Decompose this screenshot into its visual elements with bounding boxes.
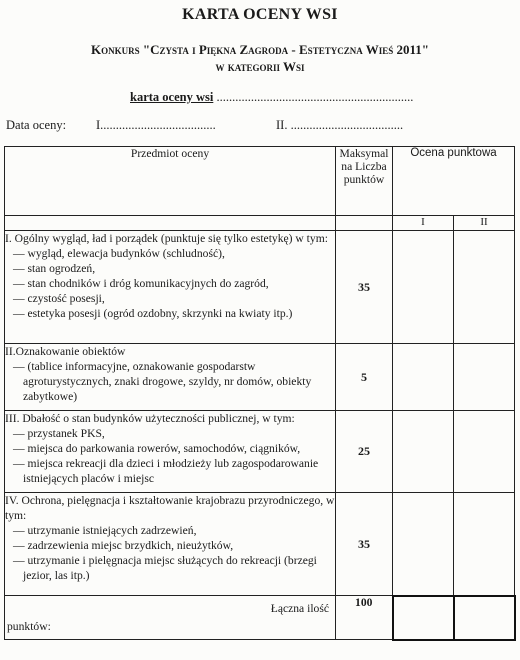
total-max-points: 100 <box>336 596 393 640</box>
section-cell <box>5 411 336 493</box>
section-item: — miejsca rekreacji dla dzieci i młodzieży lub zagospodarowanie istniejących placów i miejsc <box>15 456 335 486</box>
score-cell-I[interactable] <box>393 493 454 596</box>
contest-subtitle <box>0 41 520 75</box>
section-item: — wygląd, elewacja budynków (schludność), <box>15 246 335 261</box>
score-cell-II[interactable] <box>454 411 515 493</box>
section-cell <box>5 493 336 596</box>
date-label: Data oceny: <box>6 118 67 132</box>
karta-line <box>130 90 413 105</box>
section-item: — stan chodników i dróg komunikacyjnych do zagród, <box>15 276 335 291</box>
max-points: 5 <box>336 344 393 411</box>
score-cell-II[interactable] <box>454 344 515 411</box>
score-cell-II[interactable] <box>454 493 515 596</box>
subtitle-line-2: w kategorii Wsi <box>215 59 305 74</box>
header-blank-max <box>336 216 393 231</box>
total-row <box>5 596 515 640</box>
section-item: — utrzymanie i pielęgnacja miejsc służących do rekreacji (brzegi jezior, las itp.) <box>15 553 335 583</box>
header-ocena: Ocena punktowa <box>393 147 515 216</box>
header-subject: Przedmiot oceny <box>5 147 336 216</box>
max-points: 35 <box>336 231 393 344</box>
header-col-I: I <box>393 216 454 231</box>
section-head: II.Oznakowanie obiektów <box>5 345 126 358</box>
section-item: — utrzymanie istniejących zadrzewień, <box>15 523 335 538</box>
subtitle-line-1: Konkurs "Czysta i Piękna Zagroda - Estetyczna Wieś 2011" <box>91 42 429 57</box>
evaluation-table <box>4 146 516 641</box>
section-cell <box>5 344 336 411</box>
total-score-II[interactable] <box>454 596 515 640</box>
karta-fill-field[interactable]: ............................................................... <box>216 90 414 104</box>
total-label-cell <box>5 596 336 640</box>
section-item: — estetyka posesji (ogród ozdobny, skrzynki na kwiaty itp.) <box>15 306 335 321</box>
header-max-points: Maksymal na Liczba punktów <box>336 147 393 216</box>
total-score-I[interactable] <box>393 596 454 640</box>
section-item: — zadrzewienia miejsc brzydkich, nieużytków, <box>15 538 335 553</box>
max-points: 35 <box>336 493 393 596</box>
section-item: — (tablice informacyjne, oznakowanie gospodarstw agroturystycznych, znaki drogowe, szyldy, nr domów, obiekty zabytkowe) <box>15 359 335 404</box>
section-item: — przystanek PKS, <box>15 426 335 441</box>
table-row <box>5 231 515 344</box>
page-title: KARTA OCENY WSI <box>182 6 338 23</box>
date-field-first[interactable]: I..................................... <box>96 118 216 132</box>
score-cell-I[interactable] <box>393 411 454 493</box>
karta-label: karta oceny wsi <box>130 90 214 104</box>
section-head: I. Ogólny wygląd, ład i porządek (punktuje się tylko estetykę) w tym: <box>5 232 328 245</box>
section-head: IV. Ochrona, pielęgnacja i kształtowanie krajobrazu przyrodniczego, w tym: <box>5 494 335 522</box>
table-row <box>5 493 515 596</box>
table-row <box>5 344 515 411</box>
header-col-II: II <box>454 216 515 231</box>
score-cell-I[interactable] <box>393 231 454 344</box>
score-cell-I[interactable] <box>393 344 454 411</box>
header-blank <box>5 216 336 231</box>
table-row <box>5 411 515 493</box>
section-item: — miejsca do parkowania rowerów, samochodów, ciągników, <box>15 441 335 456</box>
total-label-points: punktów: <box>7 620 51 633</box>
section-cell <box>5 231 336 344</box>
max-points: 25 <box>336 411 393 493</box>
section-head: III. Dbałość o stan budynków użyteczności publicznej, w tym: <box>5 412 295 425</box>
score-cell-II[interactable] <box>454 231 515 344</box>
section-item: — stan ogrodzeń, <box>15 261 335 276</box>
section-item: — czystość posesji, <box>15 291 335 306</box>
total-label: Łączna ilość <box>270 602 329 615</box>
date-field-second[interactable]: II. .................................... <box>276 118 404 132</box>
